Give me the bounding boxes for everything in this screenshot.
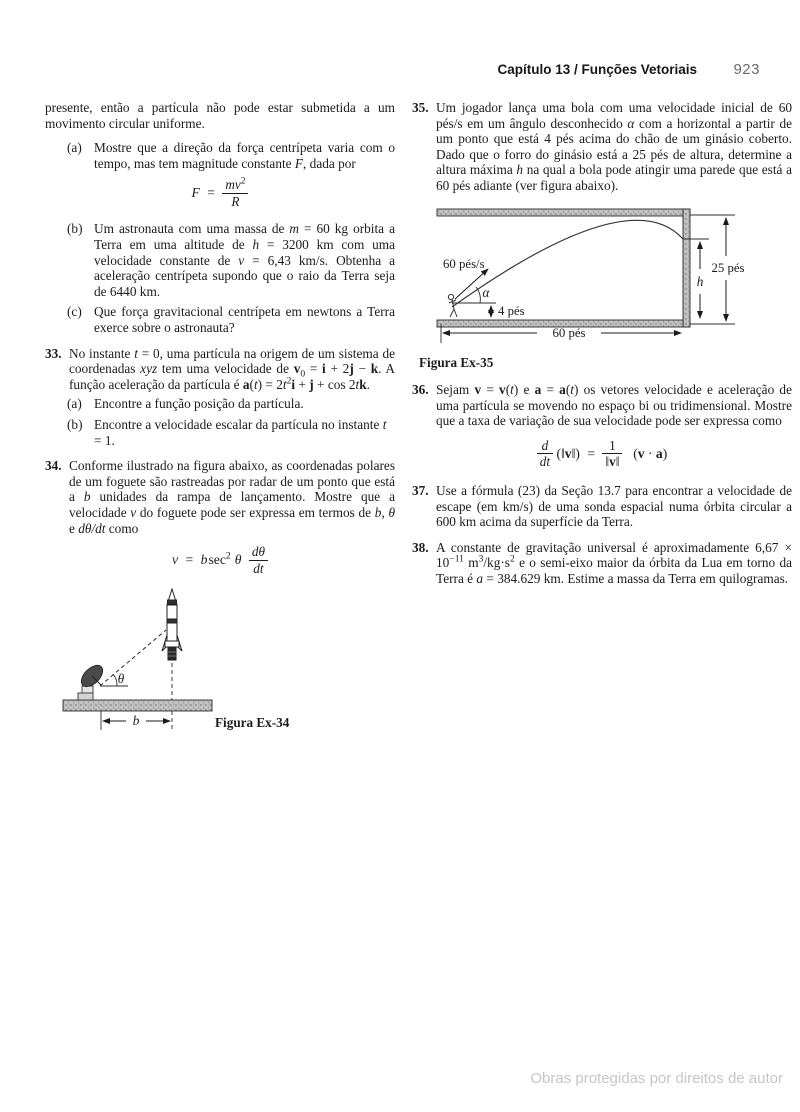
item-label: (b) — [67, 221, 83, 237]
figure-caption: Figura Ex-35 — [419, 354, 494, 370]
problem-text: Sejam v = v(t) e a = a(t) os vetores velocidade e aceleração de uma partícula se movendo no espaço bi ou tridimensional. Mostre que a taxa de variação de sua velocidade pode ser expressa como — [436, 382, 792, 429]
problem-38 — [412, 540, 792, 587]
formula-centripetal-force: F = $\frac{mv^2}{R}$ — [45, 178, 395, 210]
height-4ft-label: 4 pés — [498, 303, 525, 318]
figure-ex35 — [425, 202, 792, 352]
problem-33-item-a: (a) Encontre a função posição da partícula. — [67, 396, 304, 412]
problem-33 — [45, 346, 395, 393]
page-number: 923 — [733, 61, 760, 78]
problem-36 — [412, 382, 792, 429]
problem-text: Conforme ilustrado na figura abaixo, as coordenadas polares de um foguete são rastreadas por radar de um ponto que está a b unidades da rampa de lançamento. Mostre que a velocidade v do foguete pode ser expressa em termos de b, θ e dθ/dt como — [69, 458, 396, 536]
problem-text: Use a fórmula (23) da Seção 13.7 para encontrar a velocidade de escape (em km/s) de uma sonda espacial numa órbita circular a 600 km acima da superfície da Terra. — [436, 483, 792, 530]
item-label: (c) — [67, 304, 82, 320]
problem-number: 37. — [412, 483, 429, 499]
column-right — [412, 100, 792, 597]
ground — [63, 700, 212, 711]
column-left — [45, 100, 395, 735]
problem-33-item-b: (b) Encontre a velocidade escalar da partícula no instante t = 1. — [67, 417, 387, 448]
copyright-notice: Obras protegidas por direitos de autor — [530, 1070, 783, 1087]
height-h-label: h — [696, 273, 704, 289]
item-c — [67, 304, 395, 335]
item-b — [67, 221, 395, 299]
figure-ex35-drawing — [425, 202, 775, 352]
figure-ex34 — [60, 583, 395, 735]
problem-34 — [45, 458, 395, 536]
figure-caption: Figura Ex-34 — [215, 715, 290, 731]
distance-b-label: b — [132, 713, 140, 729]
line-of-sight-dashed — [100, 630, 166, 686]
fraction: $\frac{mv^2}{R}$ — [222, 177, 248, 209]
item-text: Um astronauta com uma massa de m = 60 kg orbita a Terra em uma altitude de h = 3200 km com uma velocidade constante de v = 6,43 km/s. Obtenha a aceleração centrípeta supondo que o raio da Terra seja de 6440 km. — [94, 221, 395, 299]
problem-number: 34. — [45, 458, 62, 474]
ceiling — [437, 209, 690, 216]
problem-number: 36. — [412, 382, 429, 398]
problem-text: Um jogador lança uma bola com uma velocidade inicial de 60 pés/s em um ângulo desconhecido α com a horizontal a partir de um ponto que está 4 pés acima do chão de um ginásio coberto. Dado que o forro do ginásio está a 25 pés de altura, determine a altura máxima h na qual a bola pode atingir uma parede que está a 60 pés adiante (ver figura abaixo). — [436, 100, 792, 193]
angle-arc — [113, 674, 117, 686]
formula-speed-rate: $\frac{d}{dt}$ (‖v‖) = $\frac{1}{‖v‖}$ (v · a) — [412, 439, 792, 471]
angle-theta-label: θ — [117, 671, 125, 687]
radar-dish-icon — [78, 662, 107, 700]
velocity-label: 60 pés/s — [443, 256, 485, 271]
intro-paragraph: presente, então a partícula não pode estar submetida a um movimento circular uniforme. — [45, 100, 395, 131]
fraction: $\frac{d}{dt}$ — [537, 438, 553, 470]
wall — [683, 209, 690, 327]
formula-rocket-velocity: v = b $\sec^2 \theta$ $\frac{d\theta}{dt}$ — [45, 545, 395, 577]
problem-number: 33. — [45, 345, 62, 361]
page-header — [0, 61, 760, 79]
height-25ft-label: 25 pés — [711, 260, 745, 275]
problem-text: No instante t = 0, uma partícula na origem de um sistema de coordenadas xyz tem uma velocidade de $v_0 = i + 2j - k$. A função aceleração da partícula é $a(t) = 2t^2i + j + \cos 2tk$. — [69, 345, 395, 392]
problem-37 — [412, 483, 792, 530]
rocket-icon — [162, 589, 182, 660]
chapter-title: Capítulo 13 / Funções Vetoriais — [497, 62, 698, 77]
angle-alpha-label: α — [482, 284, 490, 300]
distance-60ft-label: 60 pés — [552, 325, 586, 340]
fraction: $\frac{d\theta}{dt}$ — [249, 544, 268, 576]
fraction: $\frac{1}{‖v‖}$ — [602, 438, 622, 470]
figure-ex34-drawing — [60, 583, 390, 735]
item-label: (a) — [67, 140, 82, 156]
item-text: Mostre que a direção da força centrípeta varia com o tempo, mas tem magnitude constante F, dada por — [94, 140, 395, 171]
problem-number: 38. — [412, 539, 429, 555]
item-text: Que força gravitacional centrípeta em newtons a Terra exerce sobre o astronauta? — [94, 304, 395, 336]
problem-text: A constante de gravitação universal é aproximadamente $6,67 \times 10^{-11}$ $m^3/kg\cdot s^2$ e o semi-eixo maior da órbita da Lua em torno da Terra é a = 384.629 km. Estime a massa da Terra em quilogramas. — [436, 539, 792, 586]
problem-number: 35. — [412, 100, 429, 115]
problem-35 — [412, 100, 792, 194]
item-a — [67, 140, 395, 171]
